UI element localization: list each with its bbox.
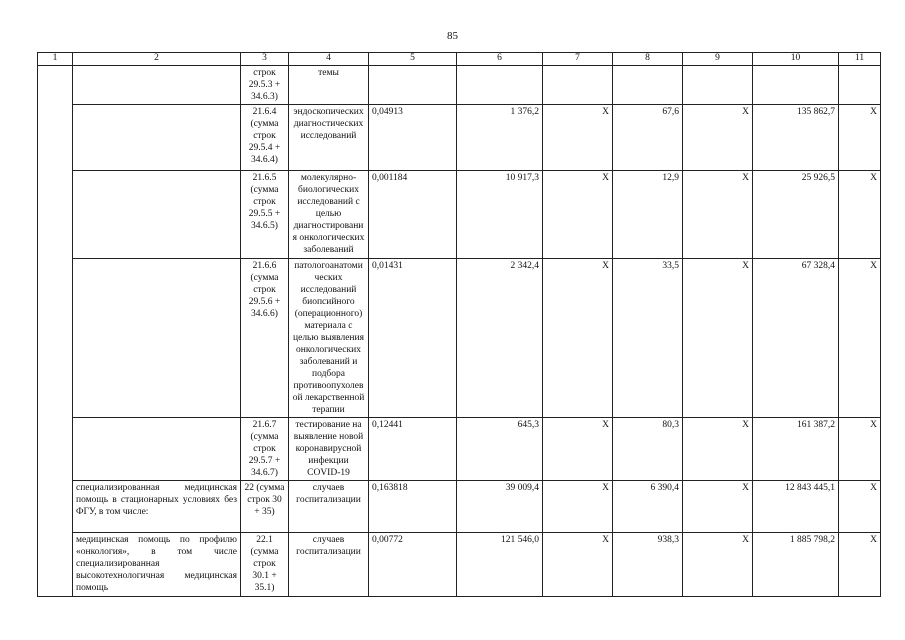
data-table — [37, 52, 881, 597]
row-code-cell: 21.6.6 (сумма строк 29.5.6 + 34.6.6) — [241, 259, 289, 418]
row-name-cell — [73, 259, 241, 418]
value-cell: X — [839, 533, 881, 597]
header-cell-6: 6 — [457, 53, 543, 66]
row-name-cell — [73, 171, 241, 259]
col1-cell — [38, 66, 73, 597]
row-code-cell: 22.1 (сумма строк 30.1 + 35.1) — [241, 533, 289, 597]
header-cell-5: 5 — [369, 53, 457, 66]
header-cell-4: 4 — [289, 53, 369, 66]
row-code-cell: 21.6.4 (сумма строк 29.5.4 + 34.6.4) — [241, 105, 289, 171]
value-cell: 12,9 — [613, 171, 683, 259]
value-cell: 0,04913 — [369, 105, 457, 171]
value-cell: X — [543, 533, 613, 597]
value-cell: 645,3 — [457, 418, 543, 481]
row-unit-cell: эндоскопических диагностических исследований — [289, 105, 369, 171]
value-cell: 80,3 — [613, 418, 683, 481]
header-cell-1: 1 — [38, 53, 73, 66]
value-cell: 0,12441 — [369, 418, 457, 481]
value-cell: 0,001184 — [369, 171, 457, 259]
header-cell-3: 3 — [241, 53, 289, 66]
row-name-cell — [73, 66, 241, 105]
value-cell: X — [543, 171, 613, 259]
value-cell: 0,163818 — [369, 481, 457, 533]
value-cell: 2 342,4 — [457, 259, 543, 418]
row-unit-cell: темы — [289, 66, 369, 105]
value-cell: 67,6 — [613, 105, 683, 171]
row-unit-cell: случаев госпитализации — [289, 481, 369, 533]
value-cell: 1 376,2 — [457, 105, 543, 171]
value-cell — [543, 66, 613, 105]
value-cell: 67 328,4 — [753, 259, 839, 418]
value-cell: X — [683, 259, 753, 418]
value-cell: 0,01431 — [369, 259, 457, 418]
value-cell: 25 926,5 — [753, 171, 839, 259]
value-cell: 938,3 — [613, 533, 683, 597]
header-cell-9: 9 — [683, 53, 753, 66]
row-code-cell: 22 (сумма строк 30 + 35) — [241, 481, 289, 533]
value-cell: 161 387,2 — [753, 418, 839, 481]
value-cell: X — [543, 259, 613, 418]
row-code-cell: 21.6.7 (сумма строк 29.5.7 + 34.6.7) — [241, 418, 289, 481]
value-cell: X — [683, 418, 753, 481]
value-cell — [457, 66, 543, 105]
header-cell-8: 8 — [613, 53, 683, 66]
value-cell: X — [683, 481, 753, 533]
row-name-cell: медицинская помощь по профилю «онкология», в том числе специализированная высокотехнологичная медицинская помощь — [73, 533, 241, 597]
value-cell — [613, 66, 683, 105]
value-cell: X — [839, 418, 881, 481]
value-cell: 135 862,7 — [753, 105, 839, 171]
value-cell: X — [839, 171, 881, 259]
value-cell: 33,5 — [613, 259, 683, 418]
row-code-cell: строк 29.5.3 + 34.6.3) — [241, 66, 289, 105]
table-row — [38, 481, 881, 533]
value-cell — [683, 66, 753, 105]
table-row — [38, 259, 881, 418]
table-row — [38, 533, 881, 597]
value-cell: X — [839, 481, 881, 533]
row-unit-cell: случаев госпитализации — [289, 533, 369, 597]
value-cell: X — [839, 105, 881, 171]
table-row — [38, 418, 881, 481]
row-unit-cell: тестирование на выявление новой коронавирусной инфекции COVID-19 — [289, 418, 369, 481]
row-code-cell: 21.6.5 (сумма строк 29.5.5 + 34.6.5) — [241, 171, 289, 259]
header-cell-11: 11 — [839, 53, 881, 66]
row-unit-cell: патологоанатомических исследований биопсийного (операционного) материала с целью выявления онкологических заболеваний и подбора противоопухолевой лекарственной терапии — [289, 259, 369, 418]
row-unit-cell: молекулярно-биологических исследований с целью диагностирования онкологических заболеваний — [289, 171, 369, 259]
page-number: 85 — [447, 30, 458, 42]
row-name-cell — [73, 418, 241, 481]
value-cell: X — [683, 533, 753, 597]
value-cell: 10 917,3 — [457, 171, 543, 259]
value-cell: X — [543, 418, 613, 481]
value-cell: X — [683, 105, 753, 171]
value-cell — [753, 66, 839, 105]
table-row — [38, 171, 881, 259]
value-cell: X — [839, 259, 881, 418]
value-cell: 1 885 798,2 — [753, 533, 839, 597]
value-cell: X — [683, 171, 753, 259]
value-cell: 6 390,4 — [613, 481, 683, 533]
table-row — [38, 66, 881, 105]
value-cell: X — [543, 481, 613, 533]
value-cell: 0,00772 — [369, 533, 457, 597]
value-cell — [839, 66, 881, 105]
row-name-cell: специализированная медицинская помощь в стационарных условиях без ФГУ, в том числе: — [73, 481, 241, 533]
header-cell-10: 10 — [753, 53, 839, 66]
header-cell-2: 2 — [73, 53, 241, 66]
header-cell-7: 7 — [543, 53, 613, 66]
value-cell — [369, 66, 457, 105]
row-name-cell — [73, 105, 241, 171]
table-row — [38, 105, 881, 171]
header-row — [38, 53, 881, 66]
value-cell: 12 843 445,1 — [753, 481, 839, 533]
value-cell: 121 546,0 — [457, 533, 543, 597]
value-cell: 39 009,4 — [457, 481, 543, 533]
value-cell: X — [543, 105, 613, 171]
